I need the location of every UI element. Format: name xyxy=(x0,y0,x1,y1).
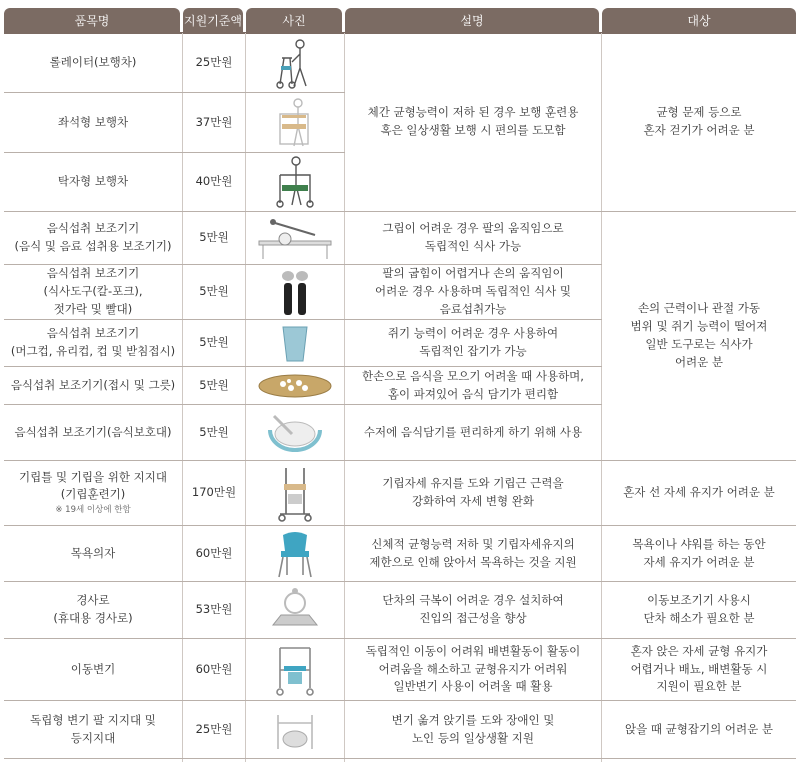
item-target: 혼자 선 자세 유지가 어려운 분 xyxy=(623,485,775,500)
toilet-support-icon xyxy=(246,701,344,758)
item-name: 음식섭취 보조기기(접시 및 그릇) xyxy=(10,377,176,392)
rollator-walker-icon xyxy=(246,34,344,92)
support-amount: 5만원 xyxy=(199,284,229,299)
eating-aid-target: 손의 근력이나 관절 가동 범위 및 쥐기 능력이 떨어져 일반 도구로는 식사가 어려운 분 xyxy=(630,301,768,369)
item-name: 음식섭취 보조기기 (머그컵, 유리컵, 컵 및 받침접시) xyxy=(10,326,176,358)
item-description: 팔의 굽힘이 어렵거나 손의 움직임이 어려운 경우 사용하며 독립적인 식사 및 음료섭취가능 xyxy=(374,266,572,316)
utensils-icon xyxy=(246,265,344,319)
item-description: 독립적인 이동이 어려워 배변활동이 활동이 어려움을 해소하고 균형유지가 어려워 일반변기 사용이 어려울 때 활용 xyxy=(365,643,581,694)
ramp-icon xyxy=(246,582,344,638)
eating-aid-icon xyxy=(246,212,344,264)
header-target: 대상 xyxy=(602,8,796,32)
support-amount: 5만원 xyxy=(199,230,229,245)
age-restriction-note: ※ 19세 이상에 한함 xyxy=(55,505,131,516)
header-description: 설명 xyxy=(345,8,599,32)
support-amount: 5만원 xyxy=(199,424,229,439)
header-photo: 사진 xyxy=(246,8,342,32)
item-name: 이동변기 xyxy=(70,661,116,676)
item-target: 앉을 때 균형잡기의 어려운 분 xyxy=(625,721,773,736)
support-amount: 25만원 xyxy=(195,721,233,736)
seated-walker-icon xyxy=(246,93,344,152)
item-name: 음식섭취 보조기기 (식사도구(칼-포크), 젓가락 및 빨대) xyxy=(43,266,143,316)
support-amount: 25만원 xyxy=(195,54,233,69)
item-description: 기립자세 유지를 도와 기립근 근력을 강화하여 자세 변형 완화 xyxy=(382,476,564,508)
item-name: 좌석형 보행차 xyxy=(57,114,129,129)
item-target: 이동보조기기 사용시 단차 해소가 필요한 분 xyxy=(643,593,755,625)
item-name: 경사로 (휴대용 경사로) xyxy=(53,593,133,625)
bath-chair-icon xyxy=(246,526,344,581)
support-amount: 40만원 xyxy=(195,174,233,189)
header-amount: 지원기준액 xyxy=(183,8,243,32)
support-amount: 37만원 xyxy=(195,114,233,129)
item-description: 쥐기 능력이 어려운 경우 사용하여 독립적인 잡기가 가능 xyxy=(387,326,559,358)
header-item-name: 품목명 xyxy=(4,8,180,32)
commode-icon xyxy=(246,639,344,700)
support-amount: 53만원 xyxy=(195,602,233,617)
support-amount: 5만원 xyxy=(199,335,229,350)
item-description: 그립이 어려운 경우 팔의 움직임으로 독립적인 식사 가능 xyxy=(382,221,564,253)
standing-frame-icon xyxy=(246,461,344,525)
item-description: 변기 옮겨 앉기를 도와 장애인 및 노인 등의 일상생활 지원 xyxy=(391,712,555,745)
food-guard-icon xyxy=(246,405,344,460)
item-target: 목욕이나 샤워를 하는 동안 자세 유지가 어려운 분 xyxy=(632,536,766,569)
item-description: 신체적 균형능력 저하 및 기립자세유지의 제한으로 인해 앉아서 목욕하는 것을 지원 xyxy=(369,536,577,569)
support-amount: 5만원 xyxy=(199,377,229,392)
plate-icon xyxy=(246,367,344,404)
walker-target: 균형 문제 등으로 혼자 걷기가 어려운 분 xyxy=(643,105,755,137)
item-name: 음식섭취 보조기기 (음식 및 음료 섭취용 보조기기) xyxy=(14,221,172,253)
item-name: 롤레이터(보행차) xyxy=(49,54,137,69)
item-name: 목욕의자 xyxy=(70,545,116,560)
item-description: 단차의 극복이 어려운 경우 설치하여 진입의 접근성을 향상 xyxy=(382,593,564,625)
item-description: 수저에 음식담기를 편리하게 하기 위해 사용 xyxy=(363,424,583,439)
item-description: 한손으로 음식을 모으기 어려울 때 사용하며, 홈이 파져있어 음식 담기가 편리함 xyxy=(362,368,584,401)
cup-icon xyxy=(246,320,344,366)
walker-description: 체간 균형능력이 저하 된 경우 보행 훈련용 혹은 일상생활 보행 시 편의를 도모함 xyxy=(367,105,579,137)
item-name xyxy=(4,461,182,525)
item-name: 탁자형 보행차 xyxy=(57,174,129,189)
item-name: 음식섭취 보조기기(음식보호대) xyxy=(14,424,172,439)
support-amount: 170만원 xyxy=(191,485,237,500)
support-amount: 60만원 xyxy=(195,545,233,560)
item-target: 혼자 앉은 자세 균형 유지가 어렵거나 배뇨, 배변활동 시 지원이 필요한 분 xyxy=(630,643,768,694)
item-name-text: 기립틀 및 기립을 위한 지지대 (기립훈련기) xyxy=(19,469,167,502)
table-walker-icon xyxy=(246,153,344,211)
row-divider xyxy=(4,758,796,759)
item-name: 독립형 변기 팔 지지대 및 등지지대 xyxy=(30,712,156,745)
support-amount: 60만원 xyxy=(195,661,233,676)
